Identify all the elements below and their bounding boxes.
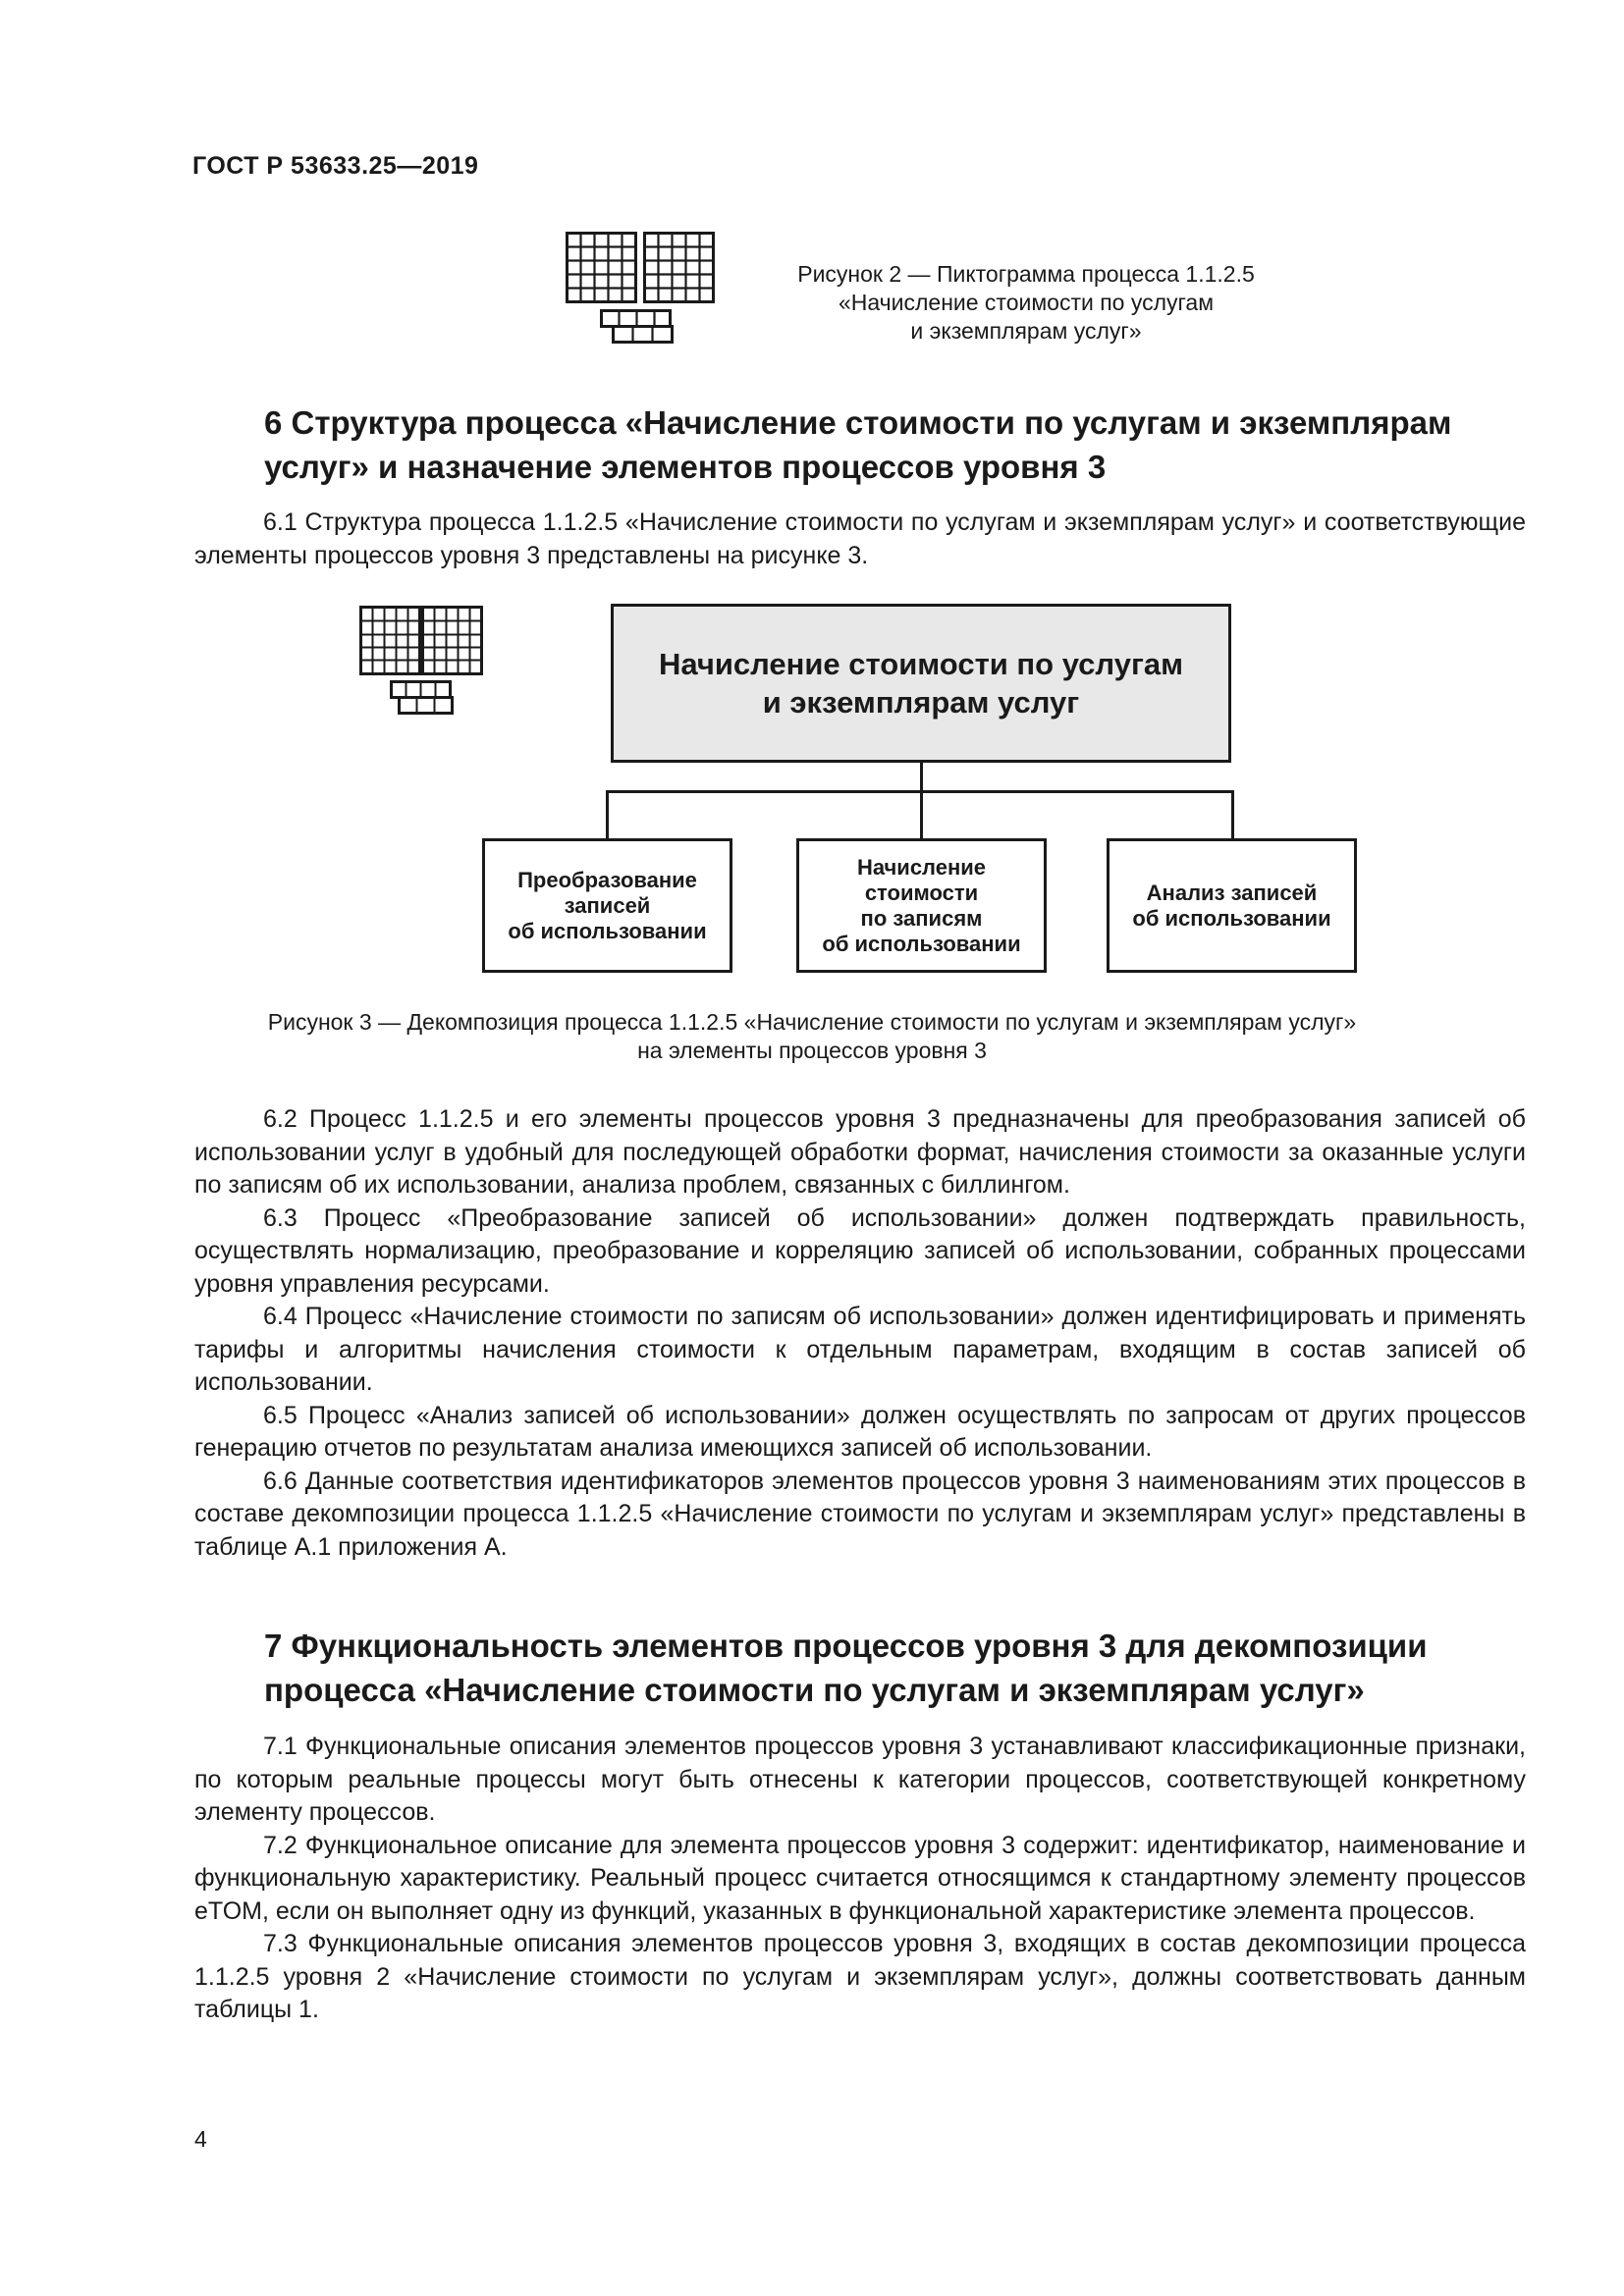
figure2-caption-line: Рисунок 2 — Пиктограмма процесса 1.1.2.5: [797, 261, 1255, 287]
subprocess-box: [796, 838, 1047, 973]
page-number: 4: [194, 2126, 207, 2152]
process-pictogram-icon: [566, 232, 723, 360]
paragraph-7-3: 7.3 Функциональные описания элементов процессов уровня 3, входящих в состав декомпозиции процесса 1.1.2.5 уровня 2 «Начисление стоимости по услугам и экземплярам услуг», должны соответствовать данным таблицы 1.: [194, 1930, 1526, 2023]
figure3-caption-line: на элементы процессов уровня 3: [637, 1038, 987, 1063]
paragraph-6-2: 6.2 Процесс 1.1.2.5 и его элементы процессов уровня 3 предназначены для преобразования записей об использовании услуг в удобный для последующей обработки формат, начисления стоимости за оказанные услуги по записям об их использовании, анализа проблем, связанных с биллингом.: [194, 1105, 1526, 1199]
subprocess-line: Преобразование: [517, 867, 697, 892]
section7-heading-line: 7 Функциональность элементов процессов уровня 3 для декомпозиции: [264, 1628, 1428, 1664]
subprocess-line: об использовании: [1132, 905, 1331, 931]
main-process-line: Начисление стоимости по услугам: [658, 647, 1184, 681]
subprocess-line: об использовании: [822, 931, 1021, 956]
figure2-caption-line: «Начисление стоимости по услугам: [838, 290, 1215, 315]
paragraph-7-1: 7.1 Функциональные описания элементов процессов уровня 3 устанавливают классификационные признаки, по которым реальные процессы могут быть отнесены к категории процессов, соответствующей конкретному элементу процессов.: [194, 1733, 1526, 1826]
section6-intro: [194, 507, 1526, 572]
main-process-line: и экземплярам услуг: [762, 685, 1080, 720]
figure3-caption: [125, 1008, 1499, 1065]
section6-body: [194, 1103, 1526, 1564]
subprocess-line: Анализ записей: [1146, 880, 1318, 905]
figure2-caption-line: и экземплярам услуг»: [910, 318, 1142, 344]
subprocess-box: [1107, 838, 1357, 973]
section6-heading-line: 6 Структура процесса «Начисление стоимости по услугам и экземплярам: [264, 404, 1452, 441]
connector-line: [920, 763, 923, 791]
connector-line: [1231, 790, 1234, 840]
subprocess-line: об использовании: [508, 918, 707, 943]
section7-body: [194, 1731, 1526, 2027]
connector-line: [920, 790, 923, 840]
main-process-box: [611, 604, 1231, 763]
section7-heading: [264, 1624, 1428, 1712]
paragraph-6-4: 6.4 Процесс «Начисление стоимости по записям об использовании» должен идентифицировать и применять тарифы и алгоритмы начисления стоимости к отдельным параметрам, входящим в состав записей об использовании.: [194, 1303, 1526, 1396]
figure3-caption-line: Рисунок 3 — Декомпозиция процесса 1.1.2.5 «Начисление стоимости по услугам и экземплярам услуг»: [267, 1009, 1357, 1035]
section7-heading-line: процесса «Начисление стоимости по услугам и экземплярам услуг»: [264, 1672, 1365, 1708]
section6-heading: [264, 400, 1451, 489]
process-pictogram-icon: [359, 606, 483, 734]
subprocess-line: записей: [564, 892, 651, 918]
subprocess-line: стоимости: [864, 880, 979, 905]
paragraph-6-1: 6.1 Структура процесса 1.1.2.5 «Начисление стоимости по услугам и экземплярам услуг» и соответствующие элементы процессов уровня 3 представлены на рисунке 3.: [194, 508, 1526, 569]
subprocess-line: Начисление: [856, 854, 987, 880]
subprocess-line: по записям: [860, 905, 983, 931]
standard-id: ГОСТ Р 53633.25—2019: [192, 152, 479, 180]
figure2-caption: [756, 260, 1296, 346]
subprocess-box: [482, 838, 732, 973]
connector-line: [606, 790, 609, 840]
paragraph-7-2: 7.2 Функциональное описание для элемента процессов уровня 3 содержит: идентификатор, наименование и функциональную характеристику. Реальный процесс считается относящимся к стандартному элементу процессов eTOM, если он выполняет одну из функций, указанных в функциональной характеристике элемента процессов.: [194, 1831, 1526, 1925]
paragraph-6-5: 6.5 Процесс «Анализ записей об использовании» должен осуществлять по запросам от других процессов генерацию отчетов по результатам анализа имеющихся записей об использовании.: [194, 1401, 1526, 1462]
paragraph-6-6: 6.6 Данные соответствия идентификаторов элементов процессов уровня 3 наименованиям этих процессов в составе декомпозиции процесса 1.1.2.5 «Начисление стоимости по услугам и экземплярам услуг» представлены в таблице А.1 приложения А.: [194, 1467, 1526, 1561]
paragraph-6-3: 6.3 Процесс «Преобразование записей об использовании» должен подтверждать правильность, осуществлять нормализацию, преобразование и корреляцию записей об использовании, собранных процессами уровня управления ресурсами.: [194, 1203, 1526, 1298]
section6-heading-line: услуг» и назначение элементов процессов уровня 3: [264, 449, 1107, 485]
